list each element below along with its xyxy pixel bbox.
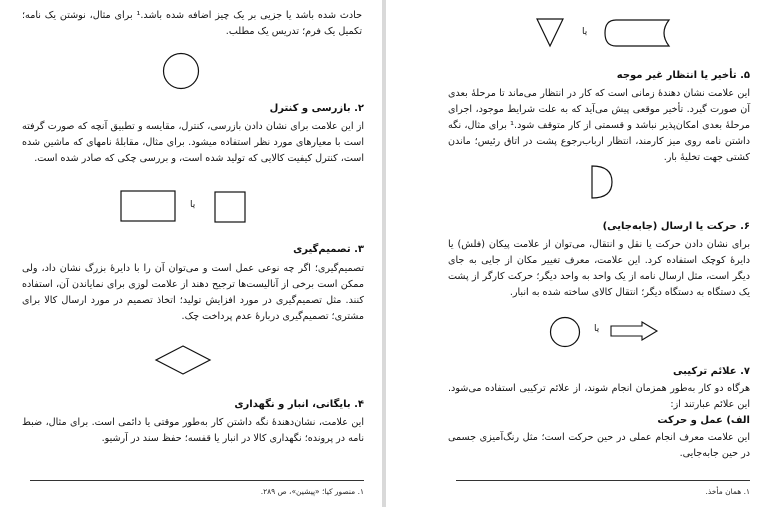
section-3-heading: ۳. تصمیم‌گیری [293, 244, 364, 255]
inspection-rectangle-symbol [120, 190, 176, 222]
section-7-paragraph: هرگاه دو کار به‌طور همزمان انجام شوند، از علائم ترکیبی استفاده می‌شود. این علائم عبارتند از: [448, 383, 750, 410]
continuation-paragraph: حادث شده باشد یا جزیی بر یک چیز اضافه شده باشد.¹ برای مثال، نوشتن یک نامه؛ تکمیل یک فرم؛ تدریس یک مطلب. [22, 10, 362, 37]
transport-circle-symbol [549, 316, 581, 348]
footnote: ۱. منصور کیا؛ «پیشین»، ص ۲۸۹. [260, 487, 364, 496]
footnote-rule [456, 480, 750, 481]
section-2-heading: ۲. بازرسی و کنترل [269, 103, 364, 114]
section-6-heading: ۶. حرکت یا ارسال (جابه‌جایی) [602, 221, 750, 232]
section-6-paragraph: برای نشان دادن حرکت یا نقل و انتقال، می‌توان از علامت پیکان (فلش) یا دایرهٔ کوچک استفاده کرد. این علامت، معرف تغییر مکان از جایی به جای دیگر است، مثل ارسال نامه از یک واحد به واحد دیگر؛ حرکت کارگر از پشت یک دستگاه به دستگاه دیگر؛ انتقال کالای ساخته شده به انبار. [448, 239, 750, 298]
storage-triangle-symbol [536, 18, 564, 48]
section-2-paragraph: از این علامت برای نشان دادن بازرسی، کنترل، مقایسه و تطبیق آنچه که صورت گرفته است با معیارهای مورد نظر استفاده میشود. برای مثال، مقابلهٔ نامهای که ماشین شده است، کنترل کیفیت کالایی که تولید شده است، و بررسی چکی که صادر شده است. [22, 121, 364, 164]
section-5-heading: ۵. تأخیر یا انتظار غیر موجه [616, 70, 750, 81]
right-page [386, 0, 768, 507]
left-page [0, 0, 382, 507]
decision-diamond-symbol [155, 345, 211, 375]
inspection-square-symbol [214, 191, 246, 223]
operation-circle-symbol [162, 52, 200, 90]
section-3-paragraph: تصمیم‌گیری؛ اگر چه نوعی عمل است و می‌توان آن را با دایرهٔ بزرگ نشان داد، ولی ممکن است برخی از آنالیست‌ها ترجیح دهند از علامت لوزی برای نمایاندن آن، استفاده کنند. مثل تصمیم‌گیری در مورد افزایش تولید؛ اتخاذ تصمیم در مورد ارسال کالا برای مشتری؛ تصمیم‌گیری دربارهٔ عدم پرداخت چک. [22, 263, 364, 322]
section-5-paragraph: این علامت نشان دهندهٔ زمانی است که کار در انتظار می‌ماند تا مرحلهٔ بعدی آن صورت گیرد. تأخیر موقعی پیش می‌آید که به علت شرایط موجود، اجرای مرحلهٔ بعدی امکان‌پذیر نباشد و قسمتی از کار متوقف شود.¹ برای مثال، نگه داشتن نامه روی میز کارمند، انتظار ارباب‌رجوع پشت در اتاق رئیس؛ ماندن کشتی جهت تخلیهٔ بار. [448, 88, 750, 163]
or-label: یا [190, 200, 196, 210]
or-label: یا [582, 27, 588, 37]
section-7a-paragraph: این علامت معرف انجام عملی در حین حرکت است؛ مثل رنگ‌آمیزی جسمی در حین جابه‌جایی. [448, 432, 750, 459]
storage-arch-symbol [604, 19, 670, 47]
or-label: یا [594, 324, 600, 334]
section-7a-heading: الف) عمل و حرکت [657, 415, 750, 426]
section-7-heading: ۷. علائم ترکیبی [673, 366, 750, 377]
footnote: ۱. همان مأخذ. [705, 487, 750, 496]
section-4-heading: ۴. بایگانی، انبار و نگهداری [234, 399, 364, 410]
section-4-paragraph: این علامت، نشان‌دهندهٔ نگه داشتن کار به‌طور موقتی یا دائمی است. برای مثال، ضبط نامه در پرونده؛ نگهداری کالا در انبار یا قفسه؛ حفظ سند در آرشیو. [22, 417, 364, 444]
transport-arrow-symbol [610, 321, 658, 341]
delay-d-symbol [591, 165, 613, 199]
footnote-rule [30, 480, 364, 481]
